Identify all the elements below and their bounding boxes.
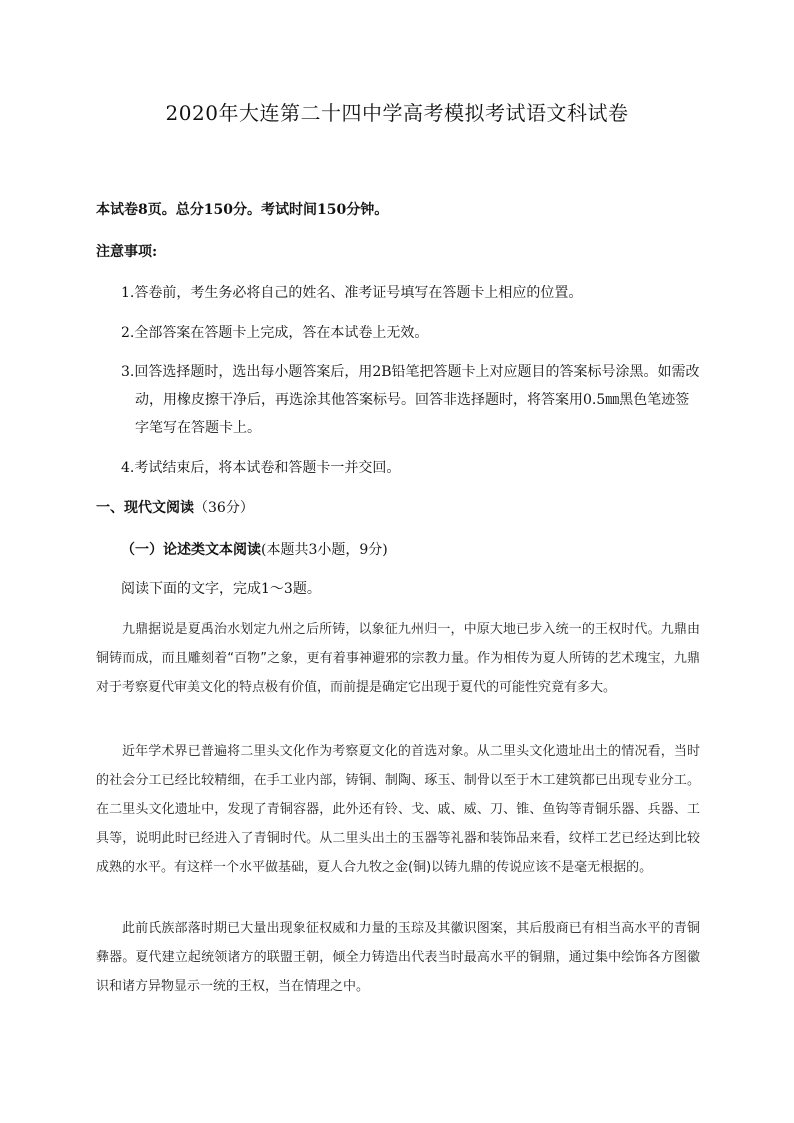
note-item-1: 1.答卷前，考生务必将自己的姓名、准考证号填写在答题卡上相应的位置。 (121, 285, 583, 301)
paragraph-text: 近年学术界已普遍将二里头文化作为考察夏文化的首选对象。从二里头文化遗址出土的情况看，当时的社会分工已经比较精细，在手工业内部，铸铜、制陶、琢玉、制骨以至于木工建筑都已出现专业分工。在二里头文化遗址中，发现了青铜容器，此外还有铃、戈、戚、威、刀、锥、鱼钩等青铜乐器、兵器、工具等，说明此时已经进入了青铜时代。从二里头出土的玉器等礼器和装饰品来看，纹样工艺已经达到比较成熟的水平。有这样一个水平做基础，夏人合九牧之金(铜)以铸九鼎的传说应该不是毫无根据的。 (96, 744, 700, 875)
passage-paragraph-2 (96, 737, 700, 882)
reading-instruction: 阅读下面的文字，完成1～3题。 (121, 581, 321, 597)
paragraph-text: 九鼎据说是夏禹治水划定九州之后所铸，以象征九州归一，中原大地已步入统一的王权时代。九鼎由铜铸而成，而且雕刻着“百物”之象，更有着事神避邪的宗教力量。作为相传为夏人所铸的艺术瑰宝，九鼎对于考察夏代审美文化的特点极有价值，而前提是确定它出现于夏代的可能性究竟有多大。 (96, 622, 700, 695)
notes-heading: 注意事项: (96, 244, 158, 260)
exam-intro: 本试卷8页。总分150分。考试时间150分钟。 (96, 202, 389, 218)
note-item-2: 2.全部答案在答题卡上完成，答在本试卷上无效。 (121, 325, 429, 341)
subsection-title: （一）论述类文本阅读 (121, 542, 261, 558)
paragraph-text: 此前氏族部落时期已大量出现象征权威和力量的玉琮及其徽识图案，其后殷商已有相当高水平的青铜彝器。夏代建立起统领诸方的联盟王朝，倾全力铸造出代表当时最高水平的铜鼎，通过集中绘饰各方图徽识和诸方异物显示一统的王权，当在情理之中。 (96, 921, 700, 994)
passage-paragraph-3 (96, 914, 700, 1001)
note-item-4: 4.考试结束后，将本试卷和答题卡一并交回。 (121, 460, 401, 476)
subsection-note: (本题共3小题，9分) (261, 542, 388, 558)
section-points: （36分） (194, 500, 254, 516)
passage-paragraph-1 (96, 615, 700, 702)
subsection-heading (121, 539, 388, 559)
section-heading (96, 497, 254, 517)
page-title: 2020年大连第二十四中学高考模拟考试语文科试卷 (165, 101, 629, 125)
note-item-3-cont2: 字笔写在答题卡上。 (135, 420, 261, 436)
note-item-3: 3.回答选择题时，选出每小题答案后，用2B铅笔把答题卡上对应题目的答案标号涂黑。如需改 (121, 364, 700, 380)
section-title: 一、现代文阅读 (96, 500, 194, 516)
note-item-3-cont: 动，用橡皮擦干净后，再选涂其他答案标号。回答非选择题时，将答案用0.5㎜黑色笔迹签 (135, 392, 690, 408)
